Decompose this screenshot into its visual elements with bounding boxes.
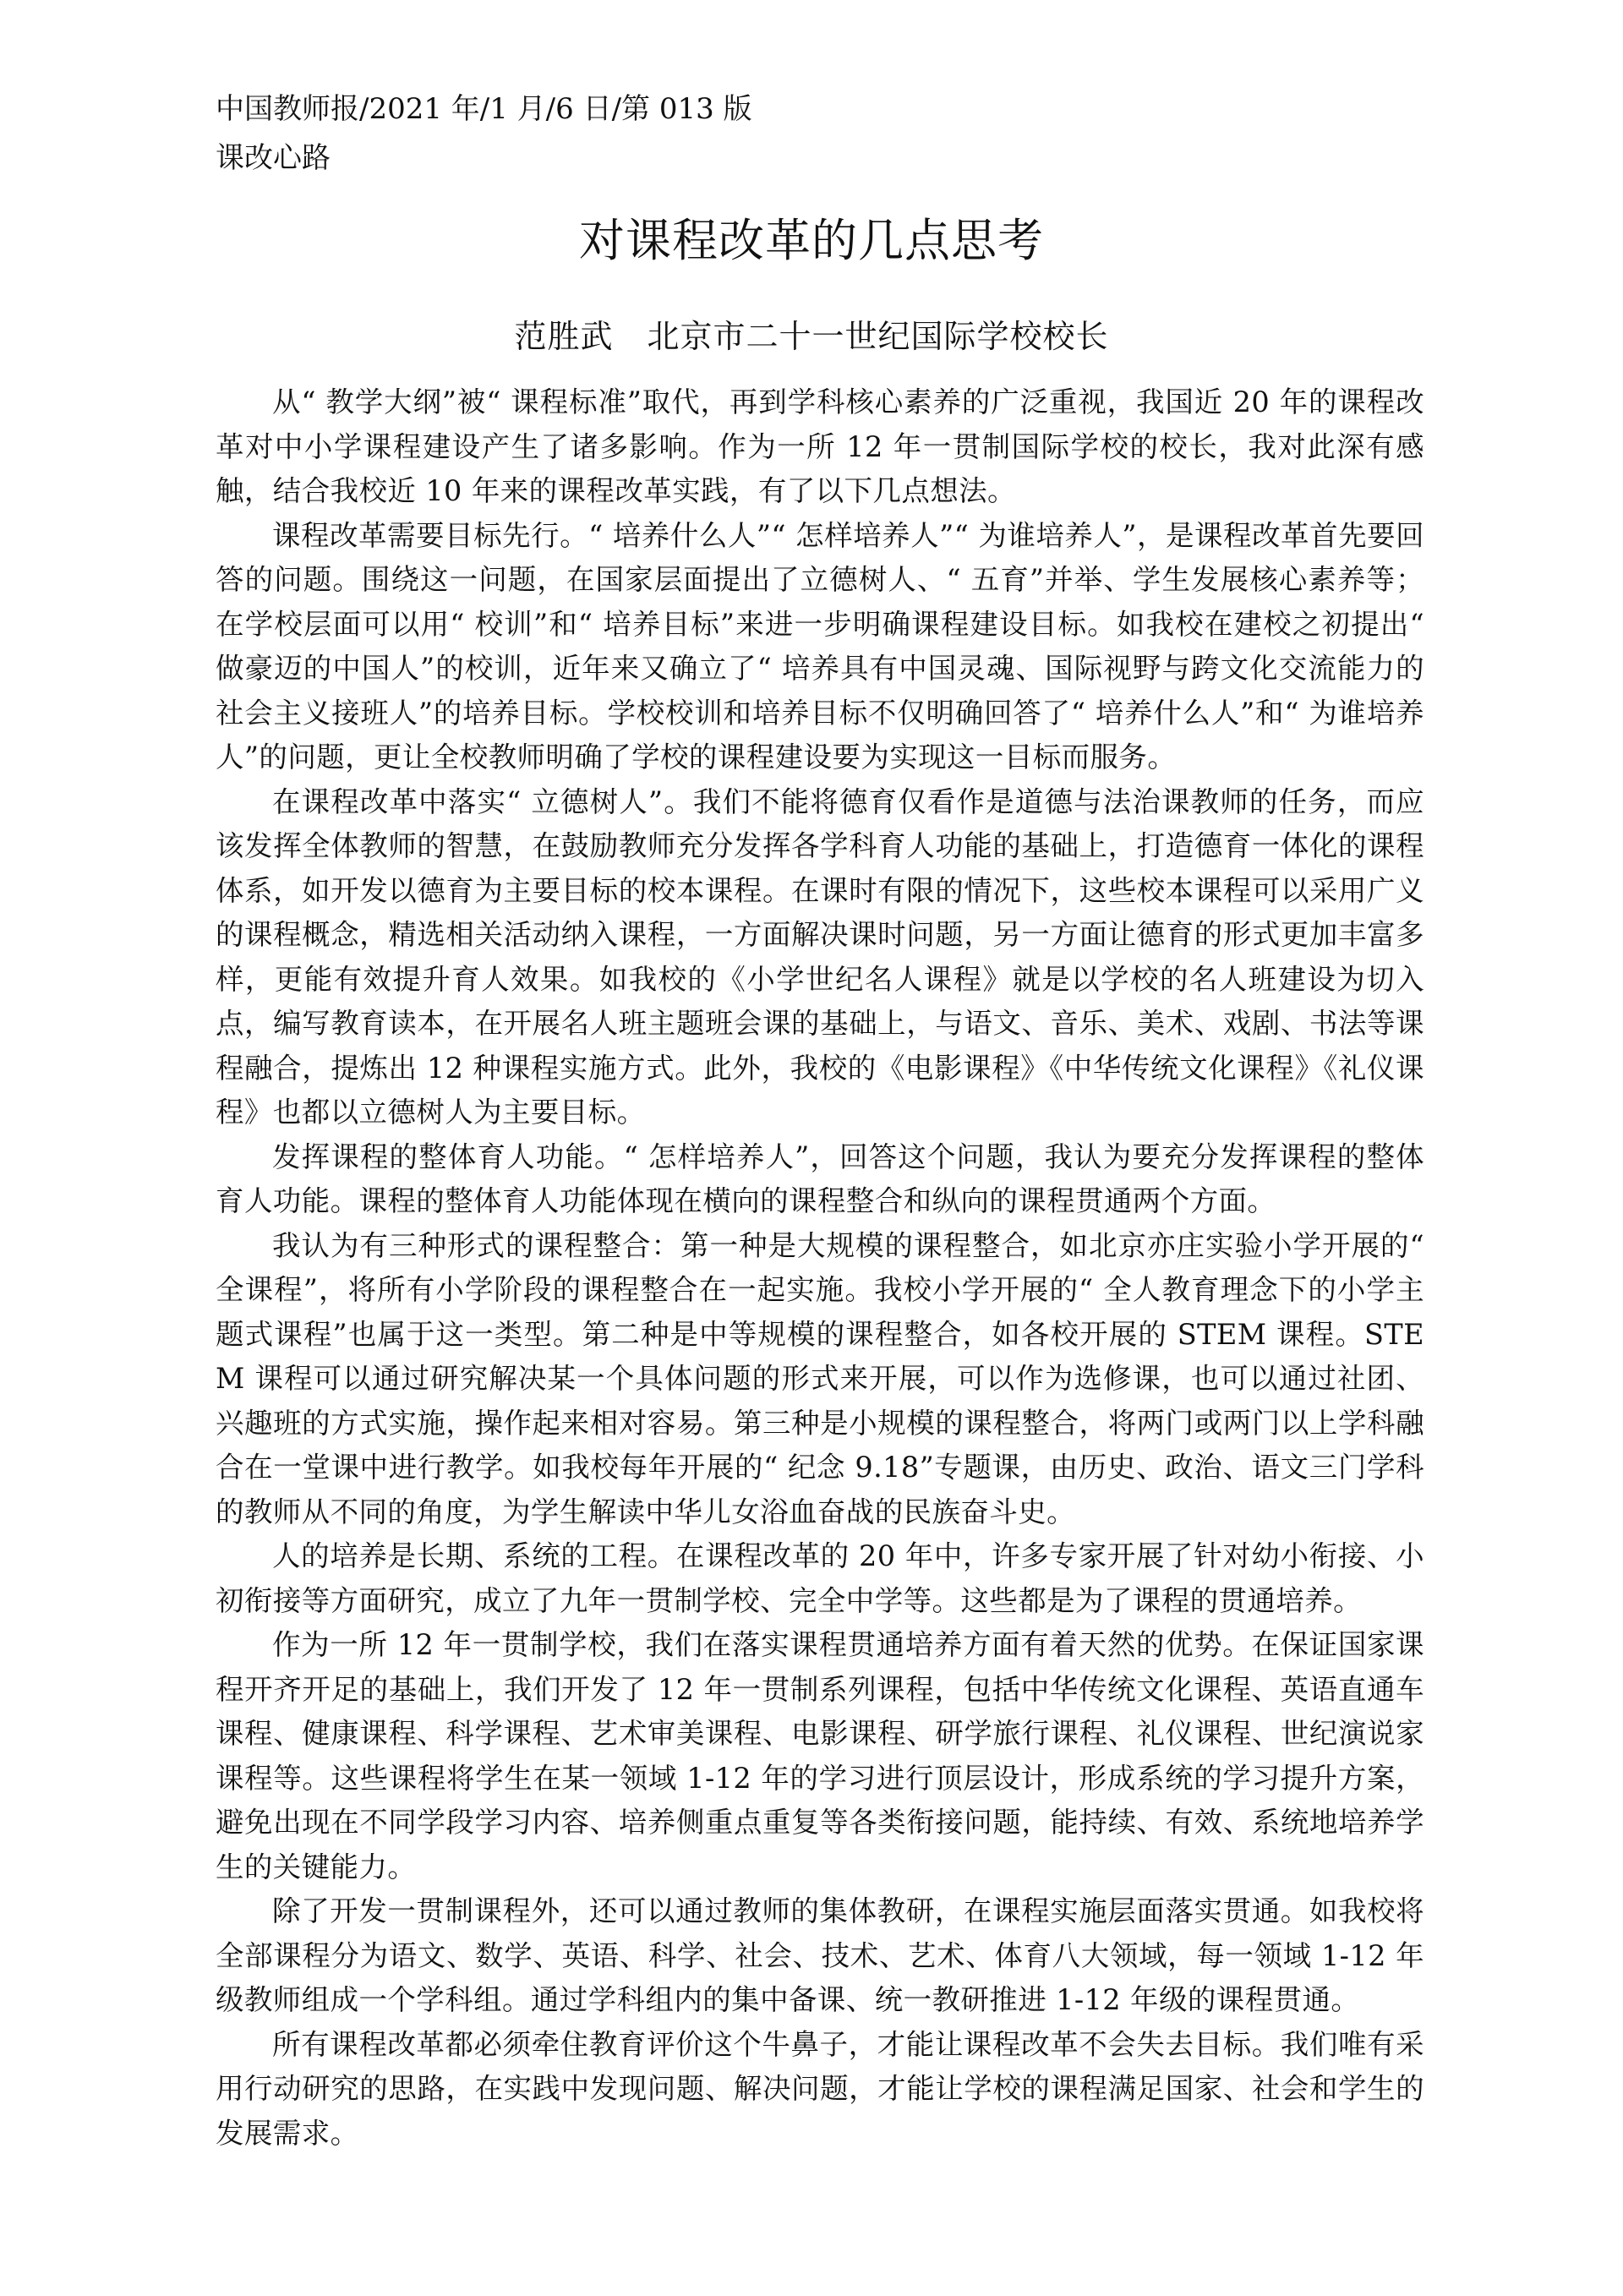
paragraph-4: 发挥课程的整体育人功能。“ 怎样培养人”，回答这个问题，我认为要充分发挥课程的整体育人功能。课程的整体育人功能体现在横向的课程整合和纵向的课程贯通两个方面。 <box>216 1140 1424 1217</box>
publication-header <box>216 85 1441 183</box>
paragraph-7: 作为一所 12 年一贯制学校，我们在落实课程贯通培养方面有着天然的优势。在保证国家课程开齐开足的基础上，我们开发了 12 年一贯制系列课程，包括中华传统文化课程、英语直通车课程、健康课程、科学课程、艺术审美课程、电影课程、研学旅行课程、礼仪课程、世纪演说家课程等。这些课程将学生在某一领域 1-12 年的学习进行顶层设计，形成系统的学习提升方案，避免出现在不同学段学习内容、培养侧重点重复等各类衔接问题，能持续、有效、系统地培养学生的关键能力。 <box>216 1628 1424 1883</box>
article-body <box>216 380 1424 2156</box>
paragraph-1: 从“ 教学大纲”被“ 课程标准”取代，再到学科核心素养的广泛重视，我国近 20 年的课程改革对中小学课程建设产生了诸多影响。作为一所 12 年一贯制国际学校的校长，我对此深有感触，结合我校近 10 年来的课程改革实践，有了以下几点想法。 <box>216 385 1424 507</box>
author-name: 范胜武 <box>514 318 614 355</box>
paragraph-3: 在课程改革中落实“ 立德树人”。我们不能将德育仅看作是道德与法治课教师的任务，而应该发挥全体教师的智慧，在鼓励教师充分发挥各学科育人功能的基础上，打造德育一体化的课程体系，如开发以德育为主要目标的校本课程。在课时有限的情况下，这些校本课程可以采用广义的课程概念，精选相关活动纳入课程，一方面解决课时问题，另一方面让德育的形式更加丰富多样，更能有效提升育人效果。如我校的《小学世纪名人课程》就是以学校的名人班建设为切入点，编写教育读本，在开展名人班主题班会课的基础上，与语文、音乐、美术、戏剧、书法等课程融合，提炼出 12 种课程实施方式。此外，我校的《电影课程》《中华传统文化课程》《礼仪课程》也都以立德树人为主要目标。 <box>216 784 1424 1129</box>
source-line: 中国教师报/2021 年/1 月/6 日/第 013 版 <box>216 92 752 126</box>
author-affiliation: 北京市二十一世纪国际学校校长 <box>647 318 1109 355</box>
paragraph-6: 人的培养是长期、系统的工程。在课程改革的 20 年中，许多专家开展了针对幼小衔接、小初衔接等方面研究，成立了九年一贯制学校、完全中学等。这些都是为了课程的贯通培养。 <box>216 1539 1424 1617</box>
paragraph-9: 所有课程改革都必须牵住教育评价这个牛鼻子，才能让课程改革不会失去目标。我们唯有采用行动研究的思路，在实践中发现问题、解决问题，才能让学校的课程满足国家、社会和学生的发展需求。 <box>216 2027 1424 2150</box>
paragraph-2: 课程改革需要目标先行。“ 培养什么人”“ 怎样培养人”“ 为谁培养人”，是课程改革首先要回答的问题。围绕这一问题，在国家层面提出了立德树人、“ 五育”并举、学生发展核心素养等；在学校层面可以用“ 校训”和“ 培养目标”来进一步明确课程建设目标。如我校在建校之初提出“ 做豪迈的中国人”的校训，近年来又确立了“ 培养具有中国灵魂、国际视野与跨文化交流能力的社会主义接班人”的培养目标。学校校训和培养目标不仅明确回答了“ 培养什么人”和“ 为谁培养人”的问题，更让全校教师明确了学校的课程建设要为实现这一目标而服务。 <box>216 518 1424 774</box>
article-title: 对课程改革的几点思考 <box>579 214 1044 267</box>
column-name: 课改心路 <box>216 141 331 175</box>
byline <box>0 311 1623 362</box>
paragraph-8: 除了开发一贯制课程外，还可以通过教师的集体教研，在课程实施层面落实贯通。如我校将全部课程分为语文、数学、英语、科学、社会、技术、艺术、体育八大领域，每一领域 1-12 年级教师组成一个学科组。通过学科组内的集中备课、统一教研推进 1-12 年级的课程贯通。 <box>216 1894 1424 2016</box>
paragraph-5: 我认为有三种形式的课程整合：第一种是大规模的课程整合，如北京亦庄实验小学开展的“ 全课程”，将所有小学阶段的课程整合在一起实施。我校小学开展的“ 全人教育理念下的小学主题式课程”也属于这一类型。第二种是中等规模的课程整合，如各校开展的 STEM 课程。STEM 课程可以通过研究解决某一个具体问题的形式来开展，可以作为选修课，也可以通过社团、兴趣班的方式实施，操作起来相对容易。第三种是小规模的课程整合，将两门或两门以上学科融合在一堂课中进行教学。如我校每年开展的“ 纪念 9.18”专题课，由历史、政治、语文三门学科的教师从不同的角度，为学生解读中华儿女浴血奋战的民族奋斗史。 <box>216 1228 1424 1528</box>
